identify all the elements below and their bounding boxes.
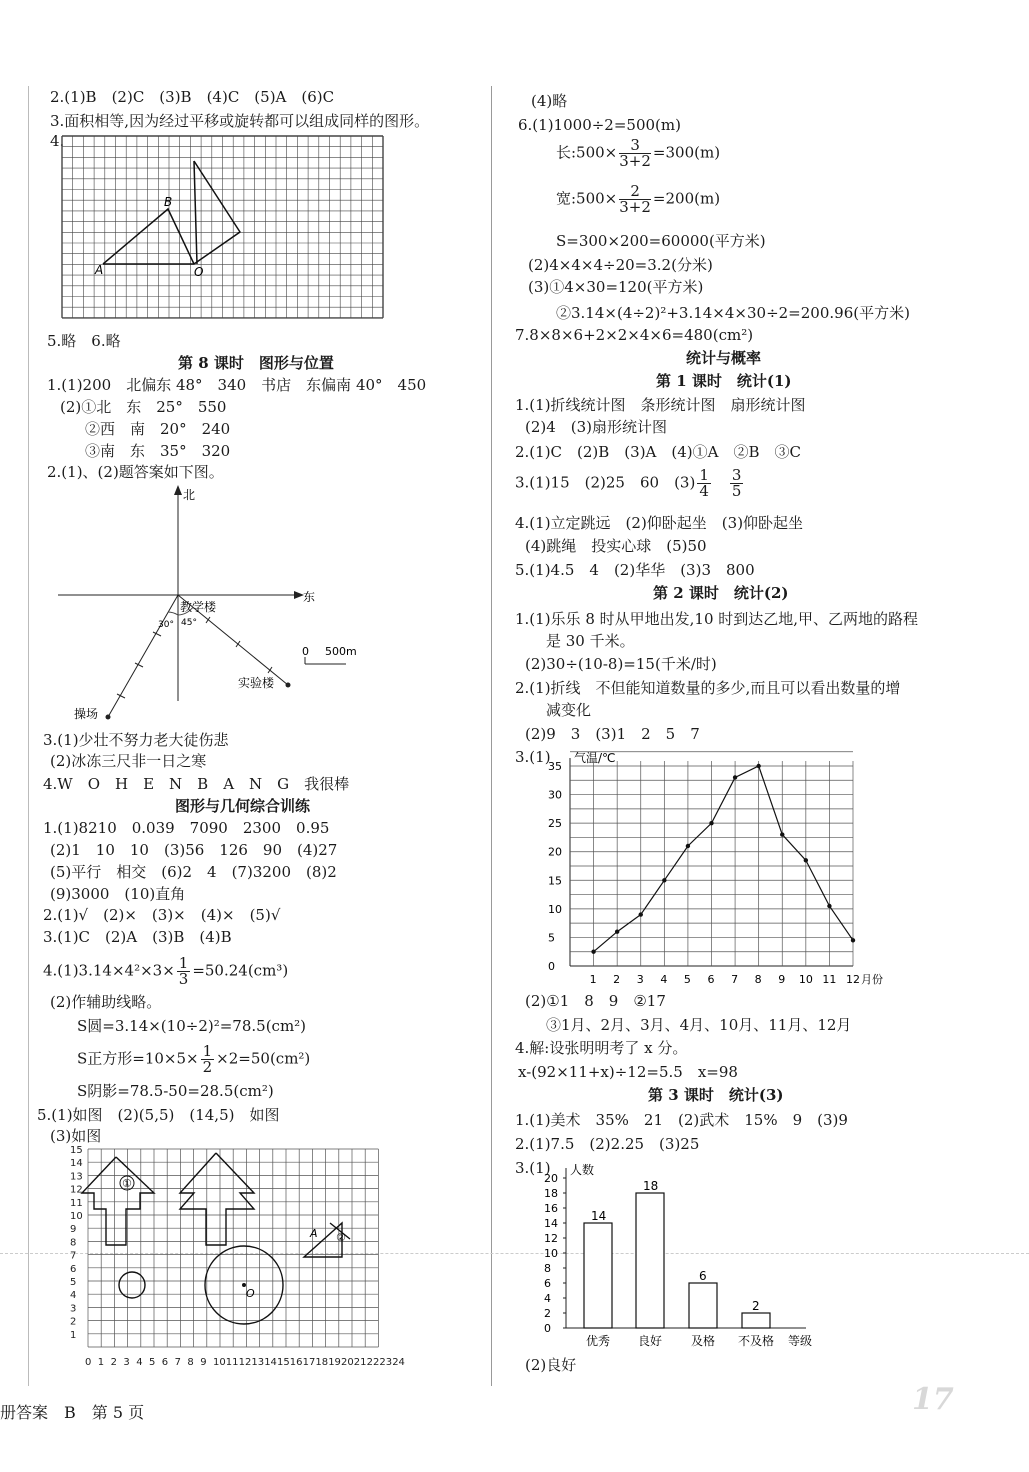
y-tick-label: 4 — [544, 1292, 551, 1305]
data-point — [827, 904, 831, 908]
answer-line: (2)9 3 (3)1 2 5 7 — [525, 725, 700, 743]
answer-line: (5)平行 相交 (6)2 4 (7)3200 (8)2 — [50, 863, 337, 881]
formula-line: S正方形=10×5× $\frac{1}{2}$ ×2=50(cm²) — [77, 1042, 311, 1076]
y-tick-label: 25 — [548, 817, 562, 831]
x-tick-label: 4 — [136, 1357, 143, 1368]
data-point — [733, 775, 737, 779]
answer-line: 2.(1)B (2)C (3)B (4)C (5)A (6)C — [50, 88, 335, 106]
y-tick-label: 15 — [548, 874, 562, 888]
point-o-label: O — [194, 265, 204, 279]
y-tick-label: 10 — [544, 1247, 558, 1260]
formula-line: 长:500× $\frac{3}{3+2}$ =300(m) — [556, 136, 721, 170]
x-tick-label: 6 — [707, 973, 715, 986]
answer-line: (2)①1 8 9 ②17 — [525, 992, 666, 1010]
answer-line: 4.W O H E N B A N G 我很棒 — [43, 775, 350, 793]
marker-1: ① — [122, 1177, 132, 1190]
x-axis-label: 月份 — [861, 973, 883, 986]
answer-line: (2)①北 东 25° 550 — [60, 398, 227, 416]
x-tick-label: 12 — [238, 1357, 252, 1368]
y-tick-label: 14 — [70, 1158, 83, 1170]
formula-line: S阴影=78.5-50=28.5(cm²) — [77, 1082, 274, 1100]
answer-line: 6.(1)1000÷2=500(m) — [518, 116, 681, 134]
answer-line: 1.(1)折线统计图 条形统计图 扇形统计图 — [515, 396, 806, 414]
y-tick-label: 30 — [548, 788, 562, 802]
tree-shape-2 — [180, 1153, 254, 1245]
x-tick-label: 11 — [225, 1357, 239, 1368]
center-o-label: O — [246, 1287, 255, 1300]
temperature-series-line — [594, 766, 853, 952]
y-tick-label: 12 — [70, 1184, 83, 1196]
y-tick-label: 0 — [544, 1322, 551, 1335]
x-tick-label: 9 — [778, 973, 786, 986]
data-point — [709, 821, 713, 825]
column-divider — [491, 86, 492, 1386]
answer-line: 2.(1)C (2)B (3)A (4)①A ②B ③C — [515, 443, 801, 461]
answer-line: (9)3000 (10)直角 — [50, 885, 186, 903]
y-tick-label: 0 — [548, 960, 555, 973]
x-tick-label: 11 — [822, 973, 837, 986]
figure-4-edge — [194, 161, 197, 264]
bar — [636, 1193, 664, 1328]
point-b-label: B — [164, 195, 173, 209]
y-axis-label: 气温/℃ — [574, 751, 616, 765]
answer-line: 是 30 千米。 — [546, 632, 635, 650]
grade-bar-chart — [528, 1160, 848, 1350]
bar-value-label: 6 — [699, 1269, 707, 1283]
figure-4-shape-rotated — [103, 161, 240, 264]
answer-line: 1.(1)8210 0.039 7090 2300 0.95 — [43, 819, 330, 837]
x-tick-label: 10 — [213, 1357, 226, 1368]
field-point — [106, 715, 111, 720]
answer-line: (3)①4×30=120(平方米) — [528, 278, 704, 296]
data-point — [615, 930, 619, 934]
answer-line: 1.(1)乐乐 8 时从甲地出发,10 时到达乙地,甲、乙两地的路程 — [515, 610, 919, 628]
y-tick-label: 4 — [70, 1290, 77, 1302]
x-tick-label: 7 — [731, 973, 739, 986]
y-tick-label: 13 — [70, 1171, 83, 1183]
y-tick-label: 8 — [70, 1237, 77, 1249]
x-tick-label: 12 — [846, 973, 860, 986]
y-axis-label: 人数 — [570, 1163, 595, 1177]
answer-line: (2)30÷(10-8)=15(千米/时) — [525, 655, 717, 673]
formula-line: x-(92×11+x)÷12=5.5 x=98 — [518, 1063, 738, 1081]
data-point — [756, 764, 760, 768]
x-tick-label: 6 — [161, 1357, 169, 1368]
y-tick-label: 6 — [544, 1277, 551, 1290]
scale-500: 500m — [325, 645, 357, 658]
x-tick-label: 2 — [110, 1357, 117, 1368]
data-point — [780, 832, 784, 836]
x-tick-label: 23 — [379, 1357, 393, 1368]
answer-line: (4)略 — [531, 92, 568, 110]
temperature-line-chart — [528, 748, 908, 996]
answer-line: 1.(1)美术 35% 21 (2)武术 15% 9 (3)9 — [515, 1111, 848, 1129]
answer-line: 3.(1)少壮不努力老大徒伤悲 — [43, 731, 229, 749]
x-tick-label: 14 — [264, 1357, 277, 1368]
section-heading: 图形与几何综合训练 — [175, 797, 311, 815]
north-label: 北 — [183, 488, 196, 502]
x-tick-label: 7 — [174, 1357, 181, 1368]
y-tick-label: 20 — [544, 1172, 558, 1185]
x-tick-label: 5 — [149, 1357, 156, 1368]
formula-line: 宽:500× $\frac{2}{3+2}$ =200(m) — [556, 182, 721, 216]
y-tick-label: 6 — [70, 1263, 77, 1275]
y-tick-label: 2 — [544, 1307, 551, 1320]
bar-value-label: 2 — [752, 1299, 760, 1313]
x-tick-label: 8 — [754, 973, 762, 986]
x-axis-label: 等级 — [788, 1334, 813, 1348]
angle-45-label: 45° — [181, 618, 197, 628]
answer-line: 3.面积相等,因为经过平移或旋转都可以组成同样的图形。 — [50, 112, 430, 130]
answer-line: ②西 南 20° 240 — [85, 420, 231, 438]
field-label: 操场 — [74, 707, 99, 721]
y-tick-label: 14 — [544, 1217, 558, 1230]
answer-line: 减变化 — [546, 701, 592, 719]
bar — [584, 1223, 612, 1328]
data-point — [686, 844, 690, 848]
lab-point — [286, 683, 291, 688]
left-margin-line — [28, 86, 29, 1386]
x-tick-label: 24 — [392, 1357, 405, 1368]
north-arrow-icon — [174, 485, 182, 495]
page-footer: 册答案 B 第 5 页 — [0, 1403, 145, 1422]
y-tick-label: 16 — [544, 1202, 558, 1215]
bar-value-label: 18 — [643, 1179, 659, 1193]
answer-line: (2)作辅助线略。 — [50, 993, 162, 1011]
answer-line: ③1月、2月、3月、4月、10月、11月、12月 — [546, 1016, 852, 1034]
answer-line: 2.(1)、(2)题答案如下图。 — [47, 463, 224, 481]
x-tick-label: 15 — [277, 1357, 290, 1368]
x-tick-label: 1 — [589, 973, 597, 986]
section-heading: 第 2 课时 统计(2) — [653, 584, 789, 602]
data-point — [639, 912, 643, 916]
y-tick-label: 5 — [70, 1277, 77, 1288]
data-point — [662, 878, 666, 882]
y-tick-label: 2 — [70, 1316, 77, 1328]
formula-line: ②3.14×(4÷2)²+3.14×4×30÷2=200.96(平方米) — [556, 304, 910, 322]
x-tick-label: 9 — [200, 1357, 207, 1368]
x-tick-label: 3 — [123, 1357, 130, 1368]
coordinate-grid — [60, 1145, 405, 1371]
y-tick-label: 15 — [70, 1145, 83, 1156]
fraction: $\frac{1}{3}$ — [178, 954, 189, 988]
x-tick-label: 22 — [366, 1357, 380, 1368]
x-tick-label: 20 — [341, 1357, 354, 1368]
x-tick-label: 13 — [251, 1357, 265, 1368]
y-tick-label: 35 — [548, 760, 562, 773]
answer-line: 7.8×8×6+2×2×4×6=480(cm²) — [515, 326, 754, 344]
section-heading: 第 8 课时 图形与位置 — [178, 354, 334, 372]
x-tick-label: 17 — [302, 1357, 316, 1368]
answer-line: ③南 东 35° 320 — [85, 442, 231, 460]
category-label: 优秀 — [586, 1334, 611, 1348]
x-tick-label: 3 — [636, 973, 644, 986]
answer-line: 4.解:设张明明考了 x 分。 — [515, 1039, 688, 1057]
figure-4-shape — [103, 209, 194, 264]
x-tick-label: 2 — [613, 973, 621, 986]
answer-line: (2)良好 — [525, 1356, 577, 1374]
x-tick-label: 21 — [353, 1357, 367, 1368]
answer-line: 2.(1)√ (2)× (3)× (4)× (5)√ — [43, 906, 281, 924]
angle-30-arc — [168, 612, 178, 615]
y-tick-label: 9 — [70, 1224, 77, 1236]
y-tick-label: 12 — [544, 1232, 558, 1245]
answer-line: (3)如图 — [50, 1127, 102, 1145]
answer-line: 2.(1)7.5 (2)2.25 (3)25 — [515, 1135, 700, 1153]
category-label: 及格 — [691, 1334, 716, 1348]
position-map — [50, 481, 357, 731]
y-tick-label: 20 — [548, 845, 562, 859]
bar-value-label: 14 — [591, 1209, 607, 1223]
formula-line: S圆=3.14×(10÷2)²=78.5(cm²) — [77, 1017, 307, 1035]
section-heading: 第 3 课时 统计(3) — [648, 1086, 784, 1104]
point-a-label: A — [95, 263, 104, 277]
category-label: 不及格 — [738, 1334, 775, 1348]
answer-line: (2)4×4×4÷20=3.2(分米) — [528, 256, 713, 274]
x-tick-label: 19 — [328, 1357, 341, 1368]
answer-line: 4.(1)立定跳远 (2)仰卧起坐 (3)仰卧起坐 — [515, 514, 804, 532]
formula-line: S=300×200=60000(平方米) — [556, 232, 766, 250]
fraction: $\frac{1}{2}$ — [202, 1042, 213, 1076]
angle-30-label: 30° — [158, 620, 174, 630]
x-tick-label: 10 — [798, 973, 813, 986]
section-heading: 统计与概率 — [686, 349, 762, 367]
y-tick-label: 11 — [70, 1197, 83, 1209]
answer-line: (4)跳绳 投实心球 (5)50 — [525, 537, 707, 555]
figure-4-grid — [60, 134, 386, 330]
formula-line: 3.(1)15 (2)25 60 (3) $\frac{1}{4}$ $\frac{3}{5}$ — [515, 466, 742, 500]
x-tick-label: 18 — [315, 1357, 329, 1368]
bar — [689, 1283, 717, 1328]
marker-2: ② — [336, 1231, 346, 1244]
y-tick-label: 8 — [544, 1262, 551, 1275]
scale-zero: 0 — [302, 645, 309, 658]
y-tick-label: 10 — [548, 902, 562, 916]
answer-line: 3.(1)C (2)A (3)B (4)B — [43, 928, 232, 946]
formula-line: 4.(1)3.14×4²×3× $\frac{1}{3}$ =50.24(cm³) — [43, 954, 289, 988]
tree-shape-1 — [82, 1157, 154, 1245]
y-tick-label: 18 — [544, 1187, 558, 1200]
answer-line: 5.略 6.略 — [47, 332, 121, 350]
data-point — [851, 938, 855, 942]
x-tick-label: 5 — [683, 973, 691, 986]
answer-line: 5.(1)4.5 4 (2)华华 (3)3 800 — [515, 561, 755, 579]
lab-label: 实验楼 — [238, 676, 275, 690]
category-label: 良好 — [638, 1334, 663, 1348]
answer-line: 3.(1) — [515, 1159, 551, 1177]
section-heading: 第 1 课时 统计(1) — [656, 372, 792, 390]
answer-line: (2)4 (3)扇形统计图 — [525, 418, 668, 436]
x-tick-label: 1 — [97, 1357, 105, 1368]
east-label: 东 — [303, 590, 316, 604]
y-tick-label: 3 — [70, 1303, 77, 1315]
y-tick-label: 7 — [70, 1250, 77, 1262]
y-tick-label: 10 — [70, 1211, 83, 1222]
x-tick-label: 16 — [289, 1357, 303, 1368]
data-point — [591, 950, 595, 954]
bar — [742, 1313, 770, 1328]
page-number: 17 — [912, 1382, 954, 1417]
y-tick-label: 1 — [70, 1329, 77, 1341]
x-tick-label: 4 — [660, 973, 668, 986]
answer-line: 3.(1) — [515, 748, 551, 766]
school-label: 教学楼 — [180, 600, 217, 614]
y-tick-label: 5 — [548, 931, 555, 945]
answer-line: (2)1 10 10 (3)56 126 90 (4)27 — [50, 841, 338, 859]
field-ray — [108, 595, 178, 717]
answer-line: 1.(1)200 北偏东 48° 340 书店 东偏南 40° 450 — [47, 376, 427, 394]
data-point — [804, 858, 808, 862]
answer-line: (2)冰冻三尺非一日之寒 — [50, 752, 207, 770]
x-tick-label: 0 — [85, 1357, 92, 1368]
answer-line: 4. — [50, 132, 65, 150]
answer-line: 2.(1)折线 不但能知道数量的多少,而且可以看出数量的增 — [515, 679, 901, 697]
point-a-label: A — [310, 1227, 318, 1240]
x-tick-label: 8 — [187, 1357, 194, 1368]
answer-line: 5.(1)如图 (2)(5,5) (14,5) 如图 — [37, 1106, 280, 1124]
